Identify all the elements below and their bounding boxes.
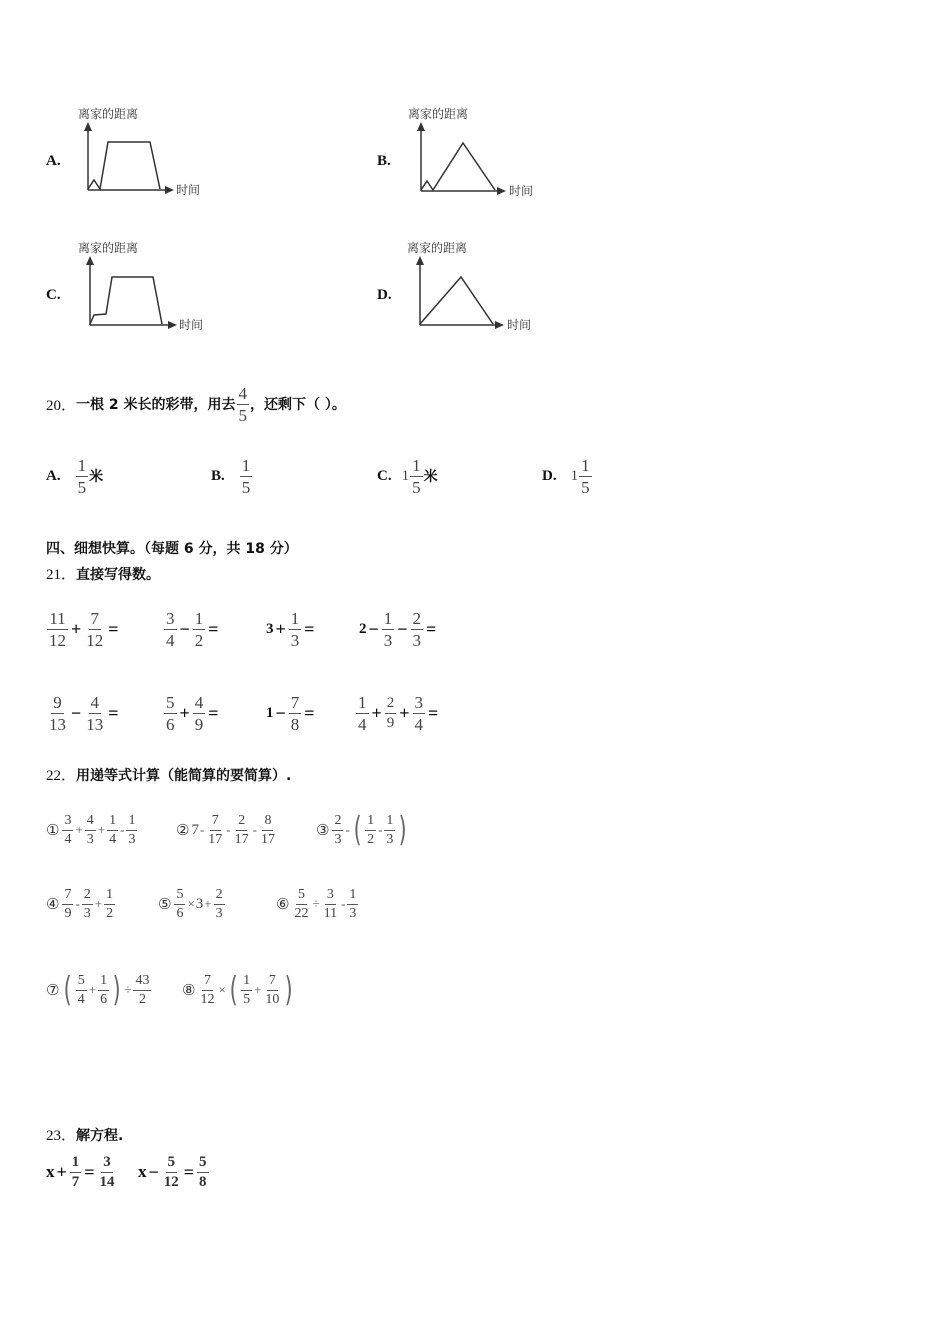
operator: × <box>218 982 226 997</box>
fraction-numerator: 3 <box>166 608 175 628</box>
option-b-graph <box>377 100 577 200</box>
number: 1 <box>266 704 274 721</box>
graph-b-ylabel: 离家的距离 <box>408 107 469 121</box>
graph-c <box>72 234 242 334</box>
fraction-denominator: 12 <box>49 630 66 650</box>
fraction-denominator: 5 <box>243 991 251 1007</box>
fraction-numerator: 5 <box>76 974 87 991</box>
q21-expr-8 <box>355 680 440 746</box>
q21-expr-2 <box>163 596 221 662</box>
operator: - <box>345 822 350 837</box>
fraction-denominator: 7 <box>71 1173 80 1190</box>
fraction <box>84 694 105 733</box>
parenthesis: ) <box>112 970 121 1010</box>
fraction-denominator: 13 <box>86 714 104 734</box>
fraction-numerator: 1 <box>70 1155 82 1173</box>
fraction <box>259 814 277 847</box>
fraction-numerator: 1 <box>126 814 137 831</box>
graph-b <box>403 100 573 200</box>
operator: + <box>75 822 83 837</box>
fraction <box>174 888 185 921</box>
q21-expr-3 <box>266 596 317 662</box>
parenthesis: ) <box>399 810 408 850</box>
fraction-numerator: 3 <box>325 888 336 905</box>
fraction <box>82 888 93 921</box>
fraction <box>193 694 206 733</box>
fraction-denominator: 17 <box>208 831 223 847</box>
fraction <box>382 610 395 649</box>
fraction-numerator: 4 <box>194 692 204 712</box>
fraction-numerator: 4 <box>85 814 96 831</box>
fraction <box>206 814 224 847</box>
item-marker: ⑤ <box>158 895 172 913</box>
operator: - <box>341 896 346 911</box>
fraction-numerator: 1 <box>384 814 395 831</box>
fraction-denominator: 6 <box>100 991 108 1007</box>
fraction-denominator: 17 <box>260 831 275 847</box>
q21-expr-7 <box>266 680 317 746</box>
option-a-letter: A. <box>46 153 61 169</box>
q22-expr-6 <box>276 874 359 934</box>
fraction-denominator: 2 <box>106 905 114 921</box>
fraction-numerator: 7 <box>62 888 73 905</box>
fraction-denominator: 4 <box>166 630 175 650</box>
fraction-denominator: 3 <box>334 831 342 847</box>
parenthesis: ( <box>229 970 238 1010</box>
q20-option-b[interactable] <box>211 452 253 500</box>
operator: − <box>179 618 190 639</box>
fraction-numerator: 9 <box>53 692 62 712</box>
q21-expr-4 <box>359 596 438 662</box>
fraction <box>84 610 105 649</box>
operator: + <box>275 618 286 639</box>
fraction-numerator: 3 <box>414 692 424 712</box>
fraction-denominator: 3 <box>349 905 357 921</box>
operator: ÷ <box>124 982 132 997</box>
question-20-text-b: ，还剩下（ ）。 <box>250 397 346 413</box>
graph-a <box>72 100 242 200</box>
graph-d-ylabel: 离家的距离 <box>407 241 468 255</box>
q23-equation-1: x + $\frac{1}{7}$ = $\frac{3}{14}$ <box>46 1153 115 1190</box>
fraction <box>292 888 310 921</box>
fraction-denominator: 3 <box>290 630 300 650</box>
operator: − <box>275 702 286 723</box>
item-marker: ⑦ <box>46 981 60 999</box>
fraction-denominator: 4 <box>414 714 424 734</box>
q22-expr-2 <box>176 800 278 860</box>
fraction-numerator: 1 <box>412 455 421 475</box>
fraction <box>365 814 376 847</box>
fraction <box>193 610 206 649</box>
fraction <box>214 888 225 921</box>
q20-option-d-mixed: 1 $\frac{1}{5}$ <box>570 455 590 497</box>
fraction-denominator: 6 <box>166 714 175 734</box>
question-20-text-a: 一根 2 米长的彩带，用去 <box>76 397 236 413</box>
fraction <box>411 610 424 649</box>
fraction <box>104 888 115 921</box>
fraction <box>47 694 68 733</box>
fraction-denominator: 5 <box>77 477 87 497</box>
question-20 <box>46 366 346 442</box>
question-22-number: 22． <box>46 768 77 784</box>
fraction <box>198 974 216 1007</box>
item-marker: ② <box>176 821 190 839</box>
fraction-denominator: 8 <box>199 1173 207 1190</box>
option-d-graph <box>377 234 577 334</box>
fraction-denominator: 11 <box>323 905 338 921</box>
fraction-numerator: 2 <box>236 814 247 831</box>
fraction-numerator: 3 <box>62 814 73 831</box>
fraction <box>164 694 177 733</box>
fraction-numerator: 7 <box>267 974 278 991</box>
fraction-denominator: 12 <box>86 630 104 650</box>
fraction-numerator: 1 <box>98 974 109 991</box>
question-23-text: 解方程. <box>76 1127 124 1144</box>
fraction-denominator: 2 <box>367 831 375 847</box>
fraction-denominator: 14 <box>99 1173 115 1190</box>
fraction-numerator: 11 <box>49 608 66 628</box>
fraction-denominator: 9 <box>386 714 395 731</box>
q22-expr-8 <box>182 960 296 1020</box>
fraction <box>289 610 302 649</box>
option-d-letter: D. <box>377 287 392 303</box>
fraction-numerator: 3 <box>101 1155 113 1173</box>
q21-expr-1 <box>46 596 121 662</box>
item-marker: ① <box>46 821 60 839</box>
operator: − <box>368 618 379 639</box>
graph-c-xlabel: 时间 <box>179 318 204 332</box>
fraction <box>76 974 87 1007</box>
fraction <box>233 814 251 847</box>
fraction-numerator: 5 <box>197 1155 209 1173</box>
q20-option-a-unit: 米 <box>89 469 104 485</box>
fraction <box>98 974 109 1007</box>
q22-expr-7 <box>46 960 152 1020</box>
question-23-number: 23． <box>46 1128 77 1144</box>
fraction-denominator: 6 <box>176 905 184 921</box>
fraction-numerator: 7 <box>90 608 100 628</box>
operator: × <box>187 896 195 911</box>
operator: = <box>108 702 119 723</box>
parenthesis: ( <box>353 810 362 850</box>
fraction-denominator: 13 <box>49 714 66 734</box>
fraction-denominator: 3 <box>386 831 394 847</box>
operator: = <box>208 618 219 639</box>
fraction-numerator: 2 <box>412 608 422 628</box>
q21-expr-5 <box>46 680 121 746</box>
section-4-title: 四、细想快算。（每题 6 分，共 18 分） <box>46 541 298 557</box>
fraction-denominator: 5 <box>238 405 248 425</box>
q20-option-b-letter: B. <box>211 467 225 484</box>
fraction <box>263 974 281 1007</box>
fraction-numerator: 1 <box>581 455 590 475</box>
fraction-numerator: 2 <box>214 888 225 905</box>
graph-d-xlabel: 时间 <box>507 318 532 332</box>
graph-d <box>403 234 573 334</box>
fraction-denominator: 5 <box>241 477 251 497</box>
operator: = <box>108 618 119 639</box>
fraction-numerator: 4 <box>90 692 100 712</box>
operator: = <box>304 618 315 639</box>
fraction <box>413 694 426 733</box>
operator: - <box>226 822 231 837</box>
operator: − <box>71 702 82 723</box>
fraction-denominator: 9 <box>194 714 204 734</box>
operator: - <box>252 822 257 837</box>
fraction-denominator: 12 <box>200 991 215 1007</box>
fraction-numerator: 1 <box>104 888 115 905</box>
operator: - <box>120 822 125 837</box>
fraction-denominator: 3 <box>412 630 422 650</box>
operator: − <box>148 1161 159 1182</box>
fraction-denominator: 10 <box>265 991 280 1007</box>
fraction <box>162 1155 181 1190</box>
fraction-denominator: 3 <box>215 905 223 921</box>
q22-expr-4 <box>46 874 116 934</box>
operator: = <box>426 618 437 639</box>
fraction-denominator: 17 <box>234 831 249 847</box>
fraction-numerator: 1 <box>241 974 252 991</box>
question-21-number: 21． <box>46 567 77 583</box>
operator: ÷ <box>312 896 320 911</box>
operator: - <box>75 896 80 911</box>
item-marker: ③ <box>316 821 330 839</box>
fraction-denominator: 12 <box>163 1173 179 1190</box>
option-b-letter: B. <box>377 153 391 169</box>
question-20-fraction <box>237 385 250 424</box>
fraction <box>322 888 339 921</box>
number: 3 <box>195 895 204 912</box>
q20-option-c-mixed: 1 $\frac{1}{5}$ <box>401 455 421 497</box>
graph-b-xlabel: 时间 <box>509 184 534 198</box>
fraction-denominator: 3 <box>383 630 393 650</box>
operator: = <box>304 702 315 723</box>
fraction <box>410 457 423 496</box>
fraction-numerator: 2 <box>385 696 397 714</box>
operator: = <box>84 1161 95 1182</box>
fraction-numerator: 43 <box>133 974 151 991</box>
fraction-numerator: 5 <box>166 1155 178 1173</box>
fraction-denominator: 3 <box>86 831 94 847</box>
fraction <box>107 814 118 847</box>
fraction-denominator: 4 <box>64 831 72 847</box>
fraction-denominator: 4 <box>109 831 117 847</box>
option-c-letter: C. <box>46 287 61 303</box>
option-c-graph <box>46 234 246 334</box>
number: 2 <box>359 620 367 637</box>
fraction-numerator: 7 <box>290 692 300 712</box>
q23-equation-2: x − $\frac{5}{12}$ = $\frac{5}{8}$ <box>138 1153 207 1190</box>
fraction-numerator: 1 <box>194 608 204 628</box>
fraction-numerator: 1 <box>365 814 376 831</box>
fraction <box>98 1155 117 1190</box>
fraction-denominator: 3 <box>128 831 136 847</box>
fraction <box>47 610 68 649</box>
fraction <box>385 696 397 731</box>
graph-a-ylabel: 离家的距离 <box>78 107 139 121</box>
item-marker: ⑧ <box>182 981 196 999</box>
fraction <box>241 974 252 1007</box>
fraction <box>62 814 73 847</box>
fraction-denominator: 5 <box>412 477 421 497</box>
item-marker: ④ <box>46 895 60 913</box>
fraction <box>332 814 343 847</box>
fraction-numerator: 2 <box>332 814 343 831</box>
number: 3 <box>266 620 274 637</box>
question-21-heading <box>46 563 160 584</box>
operator: + <box>94 896 103 911</box>
fraction-numerator: 1 <box>383 608 393 628</box>
fraction-denominator: 8 <box>290 714 300 734</box>
fraction-numerator: 5 <box>166 692 175 712</box>
operator: = <box>428 702 439 723</box>
fraction-numerator: 5 <box>296 888 307 905</box>
fraction <box>356 694 369 733</box>
fraction-numerator: 1 <box>241 455 251 475</box>
question-23-heading <box>46 1124 123 1145</box>
parenthesis: ) <box>285 970 294 1010</box>
fraction-denominator: 3 <box>83 905 91 921</box>
q20-option-a[interactable] <box>46 452 103 500</box>
operator: + <box>97 822 106 837</box>
fraction-denominator: 9 <box>64 905 72 921</box>
fraction <box>164 610 177 649</box>
fraction <box>126 814 137 847</box>
fraction-numerator: 1 <box>77 455 87 475</box>
operator: + <box>71 618 82 639</box>
fraction-numerator: 5 <box>174 888 185 905</box>
q22-expr-3 <box>316 800 410 860</box>
fraction <box>85 814 96 847</box>
number: 7 <box>191 821 199 838</box>
fraction <box>70 1155 82 1190</box>
q22-expr-5 <box>158 874 226 934</box>
q20-option-c-letter: C. <box>377 467 392 484</box>
operator: + <box>399 702 410 723</box>
fraction-numerator: 1 <box>347 888 358 905</box>
fraction-numerator: 1 <box>107 814 118 831</box>
fraction-numerator: 7 <box>202 974 213 991</box>
operator: + <box>254 982 262 997</box>
graph-a-xlabel: 时间 <box>176 183 201 197</box>
graph-c-ylabel: 离家的距离 <box>78 241 139 255</box>
operator: + <box>371 702 382 723</box>
q20-option-a-fraction <box>76 457 89 496</box>
fraction-numerator: 8 <box>262 814 273 831</box>
fraction <box>133 974 151 1007</box>
operator: + <box>88 982 97 997</box>
question-22-text: 用递等式计算（能简算的要简算）. <box>76 767 292 784</box>
q20-option-b-fraction <box>240 457 253 496</box>
question-22-heading <box>46 764 291 785</box>
operator: − <box>397 618 408 639</box>
operator: + <box>179 702 190 723</box>
operator: = <box>183 1161 195 1182</box>
item-marker: ⑥ <box>276 895 290 913</box>
fraction-numerator: 2 <box>82 888 93 905</box>
q22-expr-1 <box>46 800 138 860</box>
q20-option-a-letter: A. <box>46 467 61 484</box>
fraction <box>347 888 358 921</box>
question-20-number: 20． <box>46 397 77 414</box>
fraction-denominator: 4 <box>77 991 85 1007</box>
fraction-denominator: 4 <box>358 714 367 734</box>
fraction-numerator: 4 <box>238 383 248 403</box>
fraction <box>197 1155 209 1190</box>
question-21-text: 直接写得数。 <box>76 566 161 583</box>
q20-option-c-unit: 米 <box>423 469 438 485</box>
fraction <box>579 457 592 496</box>
fraction-denominator: 22 <box>294 905 309 921</box>
operator: + <box>56 1161 67 1182</box>
q21-expr-6 <box>163 680 221 746</box>
fraction-denominator: 2 <box>138 991 146 1007</box>
fraction <box>289 694 302 733</box>
operator: + <box>204 896 212 911</box>
q20-option-c[interactable] <box>377 452 438 500</box>
q20-option-d[interactable] <box>542 452 593 500</box>
fraction-numerator: 1 <box>358 692 367 712</box>
parenthesis: ( <box>64 970 73 1010</box>
fraction-numerator: 7 <box>210 814 221 831</box>
fraction <box>384 814 395 847</box>
fraction-numerator: 1 <box>290 608 300 628</box>
fraction-denominator: 5 <box>581 477 590 497</box>
operator: - <box>199 822 205 837</box>
operator: - <box>378 822 383 837</box>
option-a-graph <box>46 100 246 200</box>
q20-option-d-letter: D. <box>542 467 557 484</box>
fraction <box>62 888 73 921</box>
fraction-denominator: 2 <box>194 630 204 650</box>
operator: = <box>208 702 219 723</box>
